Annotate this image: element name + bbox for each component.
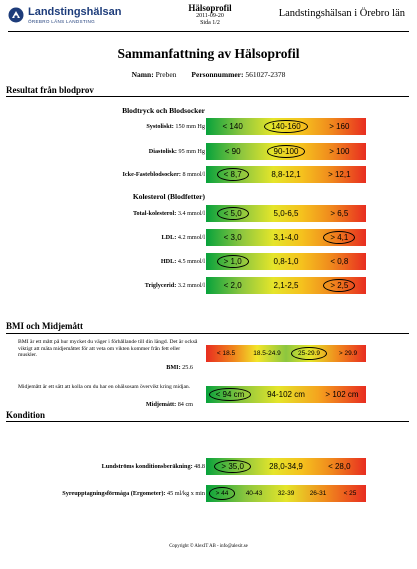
group-title-cholesterol: Kolesterol (Blodfetter)	[132, 192, 205, 201]
scale-segment	[246, 345, 288, 362]
segment-label: 3,1-4,0	[273, 233, 299, 242]
scale-segment	[238, 485, 270, 502]
waist-value: Midjemått: 84 cm	[145, 401, 193, 408]
segment-label: 5,0-6,5	[273, 209, 299, 218]
segment-label: 0,8-1,0	[273, 257, 299, 266]
footer-copyright: Copyright © AlexIT AB - info@alexit.se	[169, 544, 248, 549]
blood-row-scale	[206, 205, 366, 222]
segment-label: < 90	[224, 147, 241, 156]
org-name: Landstingshälsan i Örebro län	[278, 8, 405, 19]
row-label: Triglycerid:	[144, 282, 177, 289]
blood-row-scale	[206, 118, 366, 135]
scale-segment	[206, 345, 246, 362]
blood-row-scale	[206, 166, 366, 183]
section-title-blood: Resultat från blodprov	[6, 85, 94, 95]
section-divider	[6, 96, 409, 97]
bmi-description: BMI är ett mått på hur mycket du väger i förhållande till din längd. Det är också viktigt att mäta midjemåttet för att veta om vikten kommer från fett eller muskler.	[18, 339, 198, 359]
segment-label: > 1,0	[217, 255, 249, 268]
segment-label: 32-39	[277, 490, 295, 497]
blood-row-scale	[206, 143, 366, 160]
segment-label: 28,0-34,9	[269, 462, 303, 471]
blood-row-label	[122, 171, 205, 178]
blood-row-label	[145, 282, 205, 289]
person-pnr: 561027-2378	[245, 70, 286, 79]
pnr-label: Personnummer:	[191, 70, 244, 79]
scale-segment-selected	[259, 143, 312, 160]
blood-row-scale	[206, 277, 366, 294]
scale-segment-selected	[206, 458, 259, 475]
row-value: 150 mm Hg	[173, 123, 205, 130]
blood-row-label	[133, 210, 205, 217]
row-value: 3.2 mmol/l	[176, 282, 205, 289]
fitness-row-1-label: Lundströms konditionsberäkning: 48.8	[101, 463, 205, 470]
section-title-fitness: Kondition	[6, 410, 46, 420]
scale-segment	[318, 386, 366, 403]
scale-segment	[270, 485, 302, 502]
logo-subtitle: ÖREBRO LÄNS LANDSTING	[28, 19, 96, 24]
segment-label: < 8,7	[217, 168, 249, 181]
scale-segment	[330, 345, 366, 362]
segment-label: < 18.5	[216, 350, 236, 357]
segment-label: < 25	[343, 490, 357, 497]
segment-label: < 94 cm	[209, 388, 252, 401]
person-name: Preben	[155, 70, 177, 79]
row-label: Total-kolesterol:	[132, 210, 177, 217]
segment-label: 94-102 cm	[267, 390, 305, 399]
scale-segment	[313, 253, 366, 270]
scale-segment-selected	[206, 205, 259, 222]
segment-label: > 6,5	[330, 209, 349, 218]
scale-segment	[254, 386, 318, 403]
scale-segment	[313, 143, 366, 160]
segment-label: > 160	[329, 122, 350, 131]
blood-row-label	[149, 148, 205, 155]
scale-segment-selected	[206, 485, 238, 502]
page-title: Sammanfattning av Hälsoprofil	[117, 46, 300, 61]
segment-label: > 4,1	[323, 231, 355, 244]
scale-segment-selected	[206, 386, 254, 403]
waist-scale	[206, 386, 366, 403]
scale-segment	[206, 277, 259, 294]
section-divider	[6, 421, 409, 422]
scale-segment-selected	[288, 345, 330, 362]
header-center	[150, 3, 270, 27]
page-number: Sida 1/2	[200, 20, 220, 26]
scale-segment-selected	[206, 253, 259, 270]
scale-segment	[259, 166, 312, 183]
scale-segment	[206, 118, 259, 135]
scale-segment-selected	[259, 118, 312, 135]
segment-label: > 29.9	[338, 350, 358, 357]
segment-label: 40-43	[245, 490, 263, 497]
waist-description: Midjemått är ett sätt att kolla om du har en ohälsosam övervikt kring midjan.	[18, 384, 191, 390]
scale-segment-selected	[206, 166, 259, 183]
scale-segment-selected	[313, 229, 366, 246]
scale-segment	[259, 229, 312, 246]
row-label: Icke-Fasteblodsocker:	[122, 171, 181, 178]
row-value: 4.5 mmol/l	[176, 258, 205, 265]
scale-segment	[259, 253, 312, 270]
scale-segment	[313, 118, 366, 135]
logo-icon	[8, 7, 24, 23]
scale-segment	[206, 143, 259, 160]
row-value: 95 mm Hg	[176, 148, 205, 155]
scale-segment	[334, 485, 366, 502]
scale-segment	[302, 485, 334, 502]
segment-label: > 2,5	[323, 279, 355, 292]
row-value: 8 mmol/l	[180, 171, 205, 178]
scale-segment	[259, 458, 312, 475]
segment-label: < 3,0	[223, 233, 242, 242]
segment-label: > 100	[329, 147, 350, 156]
fitness-scale-1	[206, 458, 366, 475]
fitness-row-2-label: Syreupptagningsförmåga (Ergometer): 45 ml/kg x min	[62, 490, 205, 497]
doc-title: Hälsoprofil	[188, 3, 232, 13]
segment-label: < 2,0	[223, 281, 242, 290]
fitness-scale-2	[206, 485, 366, 502]
segment-label: > 102 cm	[325, 390, 359, 399]
segment-label: 26-31	[309, 490, 327, 497]
blood-row-scale	[206, 253, 366, 270]
bmi-value: BMI: 25.6	[166, 364, 193, 371]
blood-row-label	[161, 234, 205, 241]
scale-segment	[313, 458, 366, 475]
header-divider	[8, 31, 409, 32]
doc-date: 2011-09-20	[196, 13, 224, 19]
group-title-pressure: Blodtryck och Blodsocker	[122, 106, 205, 115]
scale-segment	[313, 205, 366, 222]
segment-label: 8,8-12,1	[271, 170, 301, 179]
segment-label: > 44	[209, 487, 236, 500]
blood-row-label	[146, 123, 205, 130]
scale-segment-selected	[313, 277, 366, 294]
scale-segment	[259, 205, 312, 222]
row-value: 3.4 mmol/l	[176, 210, 205, 217]
row-label: LDL:	[161, 234, 177, 241]
segment-label: 25-29.9	[291, 347, 327, 360]
blood-row-scale	[206, 229, 366, 246]
segment-label: < 0,8	[330, 257, 349, 266]
person-info	[0, 70, 417, 79]
logo	[8, 5, 128, 27]
logo-name: Landstingshälsan	[28, 6, 122, 18]
segment-label: 140-160	[264, 120, 307, 133]
row-label: HDL:	[160, 258, 177, 265]
segment-label: < 28,0	[328, 462, 351, 471]
segment-label: 18.5-24.9	[253, 350, 281, 357]
segment-label: > 35,0	[214, 460, 250, 473]
bmi-scale	[206, 345, 366, 362]
section-title-bmi: BMI och Midjemått	[6, 321, 83, 331]
scale-segment	[206, 229, 259, 246]
row-value: 4.2 mmol/l	[176, 234, 205, 241]
segment-label: 90-100	[267, 145, 306, 158]
segment-label: 2,1-2,5	[273, 281, 299, 290]
name-label: Namn:	[131, 70, 154, 79]
scale-segment	[259, 277, 312, 294]
segment-label: > 12,1	[328, 170, 351, 179]
row-label: Diastolisk:	[148, 148, 177, 155]
segment-label: < 140	[222, 122, 243, 131]
blood-row-label	[161, 258, 205, 265]
section-divider	[6, 333, 409, 334]
scale-segment	[313, 166, 366, 183]
row-label: Systoliskt:	[146, 123, 174, 130]
segment-label: < 5,0	[217, 207, 249, 220]
